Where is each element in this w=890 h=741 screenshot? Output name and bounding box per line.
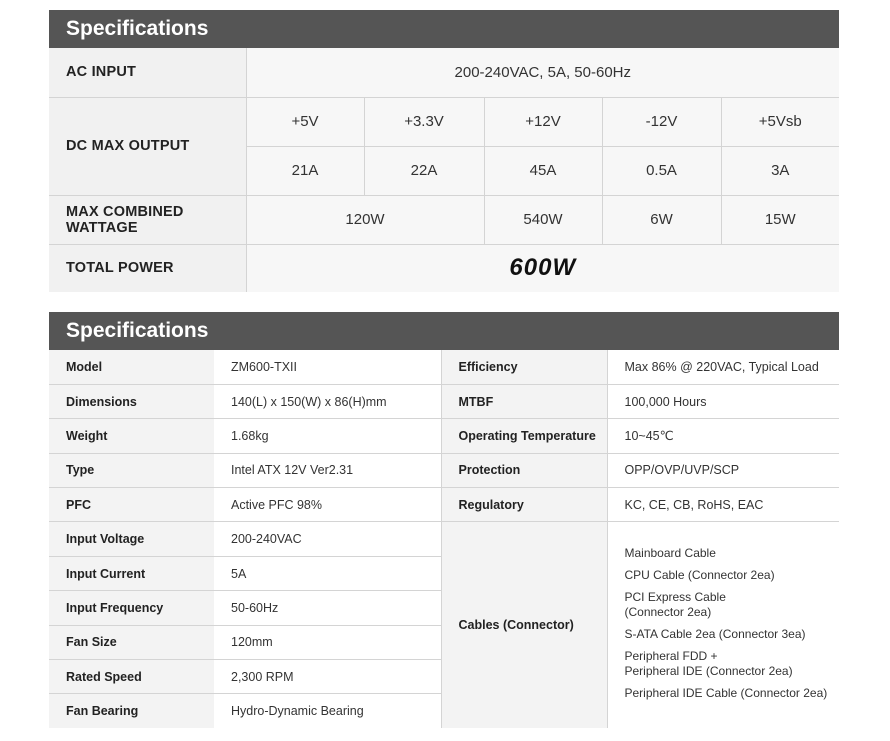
cables-key: Cables (Connector) (441, 522, 607, 728)
spec-value: KC, CE, CB, RoHS, EAC (607, 488, 839, 522)
ac-input-row (49, 48, 839, 97)
combined-cell: 120W (246, 195, 484, 244)
panel-title: Specifications (49, 10, 839, 48)
spec-key: Input Current (49, 556, 214, 590)
cable-item: S-ATA Cable 2ea (Connector 3ea) (624, 627, 806, 642)
spec-row (49, 350, 839, 384)
cable-item: Peripheral IDE Cable (Connector 2ea) (624, 686, 828, 701)
spec-key: Efficiency (441, 350, 607, 384)
rail-cell: +12V (484, 97, 602, 146)
spec-key: Fan Size (49, 625, 214, 659)
spec-value: Hydro-Dynamic Bearing (214, 694, 441, 728)
combined-cell: 540W (484, 195, 602, 244)
spec-value: Max 86% @ 220VAC, Typical Load (607, 350, 839, 384)
current-cell: 3A (721, 146, 839, 195)
combined-cell: 6W (602, 195, 721, 244)
spec-key: Input Frequency (49, 591, 214, 625)
max-combined-label-line1: MAX COMBINED (66, 203, 184, 220)
spec-key: Type (49, 453, 214, 487)
spec-value: ZM600-TXII (214, 350, 441, 384)
dc-rails-row (49, 97, 839, 146)
total-power-row (49, 244, 839, 292)
spec-key: PFC (49, 488, 214, 522)
spec-key: Rated Speed (49, 660, 214, 694)
spec-row (49, 453, 839, 487)
rail-cell: +5V (246, 97, 364, 146)
total-power-number: 600W (509, 254, 577, 282)
cables-list (607, 522, 839, 728)
spec-value: 50-60Hz (214, 591, 441, 625)
spec-key: Weight (49, 419, 214, 453)
ac-input-label: AC INPUT (49, 48, 246, 97)
spec-value: Intel ATX 12V Ver2.31 (214, 453, 441, 487)
general-spec-table (49, 350, 839, 728)
current-cell: 45A (484, 146, 602, 195)
spec-key: Fan Bearing (49, 694, 214, 728)
spec-key: Input Voltage (49, 522, 214, 556)
cable-item: PCI Express Cable (Connector 2ea) (624, 590, 726, 620)
spec-key: Regulatory (441, 488, 607, 522)
max-combined-label (49, 195, 246, 244)
spec-key: Operating Temperature (441, 419, 607, 453)
current-cell: 21A (246, 146, 364, 195)
max-combined-row (49, 195, 839, 244)
spec-value: 2,300 RPM (214, 660, 441, 694)
current-cell: 0.5A (602, 146, 721, 195)
dc-max-output-label: DC MAX OUTPUT (49, 97, 246, 195)
spec-row (49, 384, 839, 418)
rail-cell: +3.3V (364, 97, 484, 146)
total-power-value (246, 244, 839, 292)
spec-key: MTBF (441, 384, 607, 418)
cable-item: Peripheral FDD + Peripheral IDE (Connector 2ea) (624, 649, 793, 679)
spec-row (49, 522, 839, 556)
specifications-panel-1 (49, 10, 839, 292)
spec-value: 10~45℃ (607, 419, 839, 453)
spec-value: 120mm (214, 625, 441, 659)
rail-cell: +5Vsb (721, 97, 839, 146)
cable-item: CPU Cable (Connector 2ea) (624, 568, 775, 583)
power-spec-table (49, 48, 839, 292)
total-power-label: TOTAL POWER (49, 244, 246, 292)
spec-key: Model (49, 350, 214, 384)
spec-row (49, 488, 839, 522)
spec-key: Protection (441, 453, 607, 487)
current-cell: 22A (364, 146, 484, 195)
panel-title: Specifications (49, 312, 839, 350)
cable-item: Mainboard Cable (624, 546, 716, 561)
spec-key: Dimensions (49, 384, 214, 418)
spec-value: 1.68kg (214, 419, 441, 453)
max-combined-label-line2: WATTAGE (66, 219, 138, 236)
spec-row (49, 419, 839, 453)
spec-value: 100,000 Hours (607, 384, 839, 418)
spec-value: 5A (214, 556, 441, 590)
specifications-panel-2 (49, 312, 839, 728)
rail-cell: -12V (602, 97, 721, 146)
spec-value: 200-240VAC (214, 522, 441, 556)
spec-value: Active PFC 98% (214, 488, 441, 522)
combined-cell: 15W (721, 195, 839, 244)
ac-input-value: 200-240VAC, 5A, 50-60Hz (246, 48, 839, 97)
spec-value: OPP/OVP/UVP/SCP (607, 453, 839, 487)
spec-value: 140(L) x 150(W) x 86(H)mm (214, 384, 441, 418)
